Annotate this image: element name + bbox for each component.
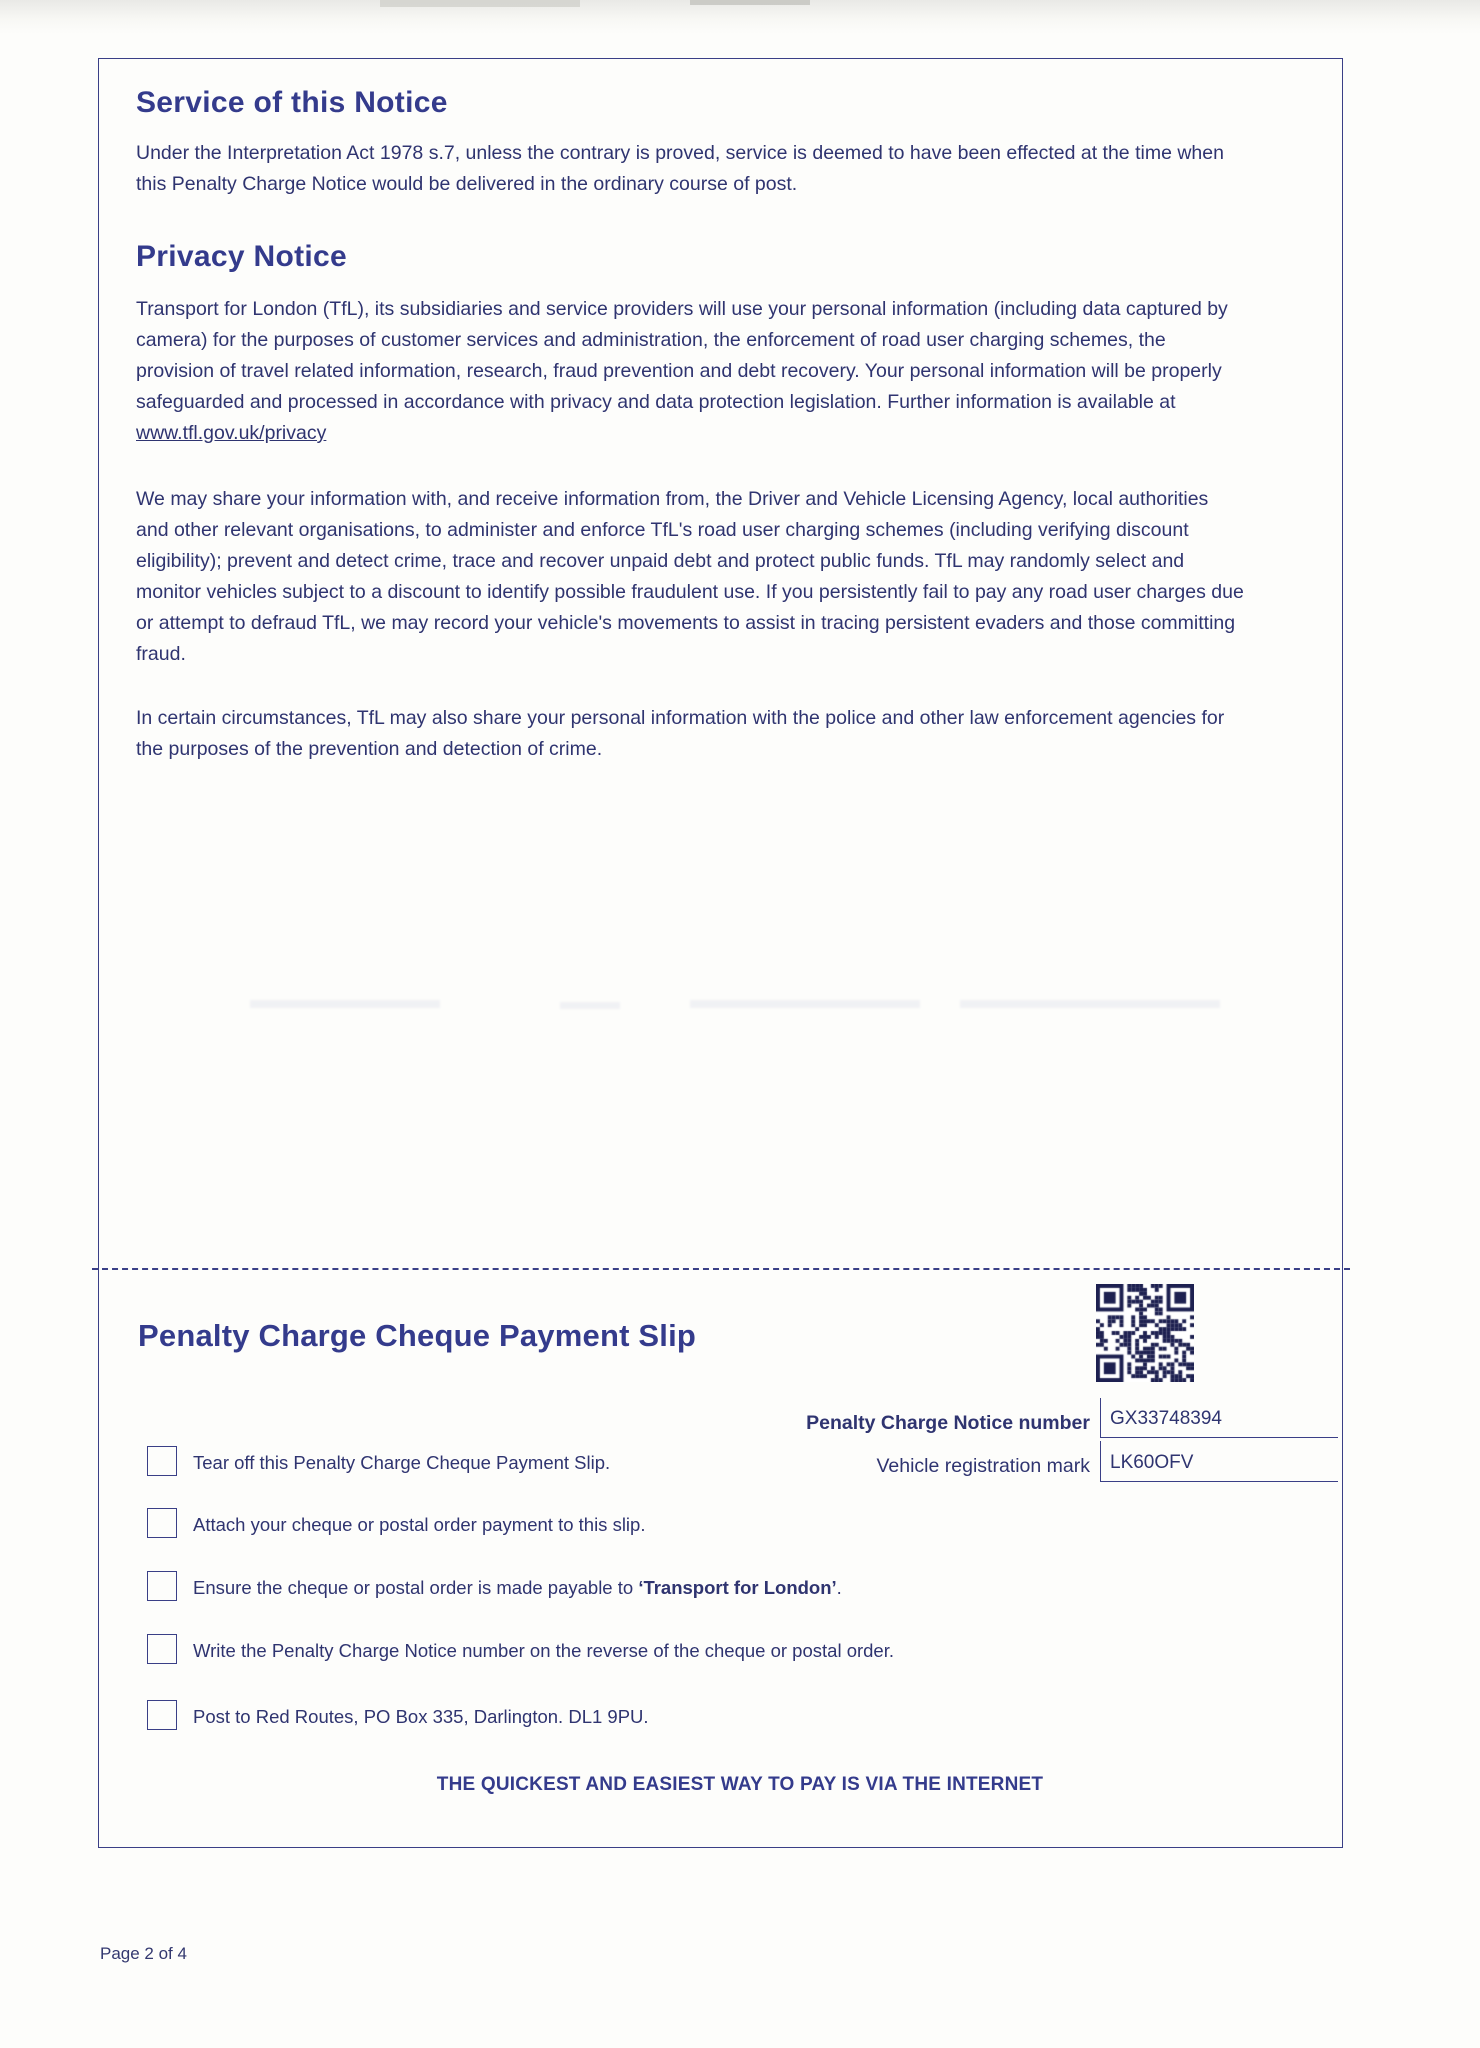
- paragraph-privacy-3: In certain circumstances, TfL may also share your personal information with the police and other law enforcement agencies for the purposes of the prevention and detection of crime.: [136, 707, 1225, 760]
- checklist-item-payable-to-after: .: [836, 1577, 842, 1598]
- checklist-item-tear-off: Tear off this Penalty Charge Cheque Payment Slip.: [193, 1452, 611, 1473]
- page-number: Page 2 of 4: [100, 1944, 187, 1963]
- pcn-number-label: Penalty Charge Notice number: [806, 1412, 1090, 1434]
- checklist-item-post-to-address: Post to Red Routes, PO Box 335, Darlington. DL1 9PU.: [193, 1706, 649, 1727]
- scan-artifact: [690, 0, 810, 5]
- checklist-item-payable-to-emphasis: ‘Transport for London’: [638, 1577, 837, 1598]
- qr-code: [1096, 1284, 1194, 1382]
- checklist-item-write-pcn-number: Write the Penalty Charge Notice number on the reverse of the cheque or postal order.: [193, 1640, 894, 1661]
- scan-artifact: [960, 1000, 1220, 1008]
- paragraph-service-of-this-notice: Under the Interpretation Act 1978 s.7, unless the contrary is proved, service is deemed to have been effected at the time when this Penalty Charge Notice would be delivered in the ordinary course of post.: [136, 142, 1224, 195]
- privacy-policy-link[interactable]: www.tfl.gov.uk/privacy: [136, 422, 327, 444]
- scan-artifact: [250, 1000, 440, 1008]
- checkbox-post-to-address[interactable]: [147, 1700, 177, 1730]
- pcn-number-value: GX33748394: [1110, 1408, 1222, 1429]
- scan-artifact: [690, 1000, 920, 1008]
- vrm-label: Vehicle registration mark: [876, 1455, 1090, 1477]
- checklist-item-payable-to: [193, 1577, 842, 1599]
- checklist-item-payable-to-before: Ensure the cheque or postal order is made payable to: [193, 1577, 639, 1598]
- checkbox-write-pcn-number[interactable]: [147, 1634, 177, 1664]
- payment-slip-title: Penalty Charge Cheque Payment Slip: [138, 1318, 697, 1353]
- checkbox-tear-off[interactable]: [147, 1446, 177, 1476]
- scan-artifact: [560, 1002, 620, 1009]
- scan-artifact: [380, 0, 580, 7]
- section-heading-service-of-this-notice: Service of this Notice: [136, 86, 448, 119]
- vrm-value: LK60OFV: [1110, 1452, 1194, 1473]
- paragraph-privacy-1: [136, 294, 1236, 449]
- checklist-item-attach-cheque: Attach your cheque or postal order payment to this slip.: [193, 1514, 646, 1535]
- scan-edge-shadow: [0, 0, 1480, 34]
- checkbox-attach-cheque[interactable]: [147, 1508, 177, 1538]
- payment-slip-footer-note: THE QUICKEST AND EASIEST WAY TO PAY IS VIA THE INTERNET: [436, 1774, 1044, 1795]
- section-heading-privacy-notice: Privacy Notice: [136, 240, 347, 273]
- paragraph-privacy-1-text: Transport for London (TfL), its subsidiaries and service providers will use your personal information (including data captured by camera) for the purposes of customer services and administration, the enforcement of road user charging schemes, the provision of travel related information, research, fraud prevention and debt recovery. Your personal information will be properly safeguarded and processed in accordance with privacy and data protection legislation. Further information is available at: [136, 298, 1228, 413]
- paragraph-privacy-2: We may share your information with, and receive information from, the Driver and Vehicle Licensing Agency, local authorities and other relevant organisations, to administer and enforce TfL's road user charging schemes (including verifying discount eligibility); prevent and detect crime, trace and recover unpaid debt and protect public funds. TfL may randomly select and monitor vehicles subject to a discount to identify possible fraudulent use. If you persistently fail to pay any road user charges due or attempt to defraud TfL, we may record your vehicle's movements to assist in tracing persistent evaders and those committing fraud.: [136, 488, 1244, 665]
- checkbox-payable-to[interactable]: [147, 1571, 177, 1601]
- tear-off-dashed-line: [92, 1268, 1350, 1270]
